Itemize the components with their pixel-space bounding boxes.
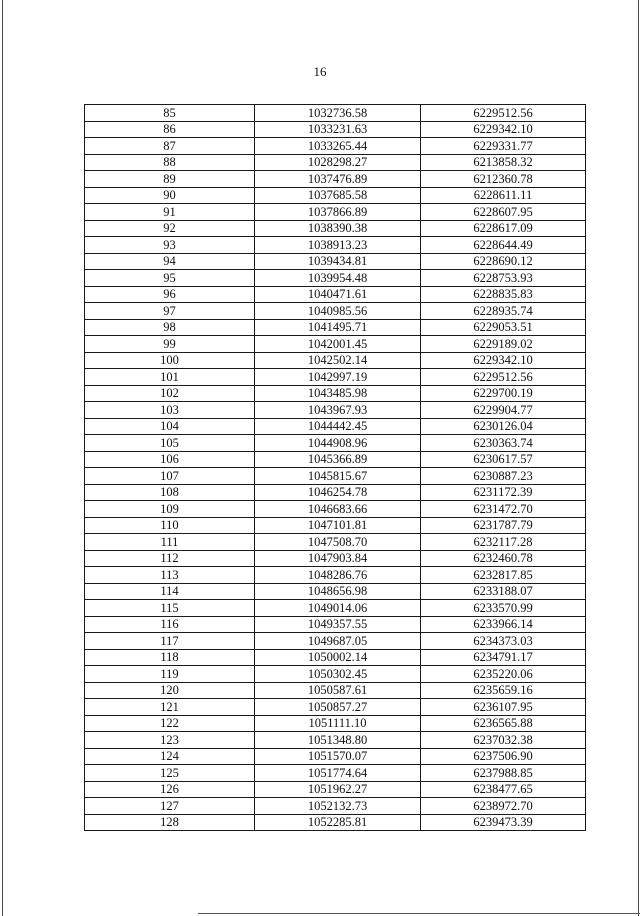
point-number-cell: 108 [85, 484, 255, 501]
point-number-cell: 93 [85, 237, 255, 254]
point-number-cell: 113 [85, 567, 255, 584]
x-coordinate-cell: 1043967.93 [255, 402, 421, 419]
table-row [85, 583, 586, 600]
x-coordinate-cell: 1037866.89 [255, 204, 421, 221]
table-row [85, 154, 586, 171]
point-number-cell: 89 [85, 171, 255, 188]
point-number-cell: 102 [85, 385, 255, 402]
table-row [85, 484, 586, 501]
x-coordinate-cell: 1047903.84 [255, 550, 421, 567]
y-coordinate-cell: 6231787.79 [421, 517, 586, 534]
coordinates-table-body [85, 105, 586, 831]
table-row [85, 385, 586, 402]
table-row [85, 501, 586, 518]
x-coordinate-cell: 1040471.61 [255, 286, 421, 303]
x-coordinate-cell: 1051774.64 [255, 765, 421, 782]
y-coordinate-cell: 6228617.09 [421, 220, 586, 237]
y-coordinate-cell: 6213858.32 [421, 154, 586, 171]
x-coordinate-cell: 1033231.63 [255, 121, 421, 138]
table-row [85, 732, 586, 749]
x-coordinate-cell: 1052285.81 [255, 814, 421, 831]
x-coordinate-cell: 1033265.44 [255, 138, 421, 155]
point-number-cell: 97 [85, 303, 255, 320]
x-coordinate-cell: 1044908.96 [255, 435, 421, 452]
point-number-cell: 92 [85, 220, 255, 237]
page-number: 16 [313, 64, 327, 79]
table-row [85, 781, 586, 798]
y-coordinate-cell: 6232817.85 [421, 567, 586, 584]
y-coordinate-cell: 6237988.85 [421, 765, 586, 782]
x-coordinate-cell: 1049357.55 [255, 616, 421, 633]
point-number-cell: 94 [85, 253, 255, 270]
x-coordinate-cell: 1045366.89 [255, 451, 421, 468]
y-coordinate-cell: 6212360.78 [421, 171, 586, 188]
page-border-bottom [198, 913, 640, 914]
point-number-cell: 121 [85, 699, 255, 716]
table-row [85, 600, 586, 617]
y-coordinate-cell: 6238477.65 [421, 781, 586, 798]
x-coordinate-cell: 1049014.06 [255, 600, 421, 617]
x-coordinate-cell: 1037685.58 [255, 187, 421, 204]
x-coordinate-cell: 1050002.14 [255, 649, 421, 666]
x-coordinate-cell: 1042502.14 [255, 352, 421, 369]
point-number-cell: 128 [85, 814, 255, 831]
table-row [85, 303, 586, 320]
y-coordinate-cell: 6237506.90 [421, 748, 586, 765]
table-row [85, 633, 586, 650]
x-coordinate-cell: 1052132.73 [255, 798, 421, 815]
table-row [85, 253, 586, 270]
table-row [85, 138, 586, 155]
point-number-cell: 96 [85, 286, 255, 303]
x-coordinate-cell: 1050302.45 [255, 666, 421, 683]
x-coordinate-cell: 1050587.61 [255, 682, 421, 699]
table-row [85, 517, 586, 534]
point-number-cell: 110 [85, 517, 255, 534]
point-number-cell: 87 [85, 138, 255, 155]
table-row [85, 319, 586, 336]
table-row [85, 270, 586, 287]
table-row [85, 171, 586, 188]
x-coordinate-cell: 1039434.81 [255, 253, 421, 270]
x-coordinate-cell: 1037476.89 [255, 171, 421, 188]
table-row [85, 567, 586, 584]
table-row [85, 699, 586, 716]
table-row [85, 748, 586, 765]
table-row [85, 814, 586, 831]
y-coordinate-cell: 6234791.17 [421, 649, 586, 666]
point-number-cell: 85 [85, 105, 255, 122]
point-number-cell: 106 [85, 451, 255, 468]
y-coordinate-cell: 6229053.51 [421, 319, 586, 336]
y-coordinate-cell: 6236107.95 [421, 699, 586, 716]
x-coordinate-cell: 1040985.56 [255, 303, 421, 320]
x-coordinate-cell: 1048656.98 [255, 583, 421, 600]
y-coordinate-cell: 6229331.77 [421, 138, 586, 155]
x-coordinate-cell: 1047101.81 [255, 517, 421, 534]
y-coordinate-cell: 6238972.70 [421, 798, 586, 815]
point-number-cell: 118 [85, 649, 255, 666]
table-row [85, 402, 586, 419]
x-coordinate-cell: 1044442.45 [255, 418, 421, 435]
y-coordinate-cell: 6239473.39 [421, 814, 586, 831]
table-row [85, 550, 586, 567]
y-coordinate-cell: 6230617.57 [421, 451, 586, 468]
table-row [85, 237, 586, 254]
y-coordinate-cell: 6230887.23 [421, 468, 586, 485]
y-coordinate-cell: 6236565.88 [421, 715, 586, 732]
y-coordinate-cell: 6228690.12 [421, 253, 586, 270]
point-number-cell: 122 [85, 715, 255, 732]
y-coordinate-cell: 6229342.10 [421, 352, 586, 369]
table-row [85, 666, 586, 683]
x-coordinate-cell: 1048286.76 [255, 567, 421, 584]
point-number-cell: 109 [85, 501, 255, 518]
point-number-cell: 112 [85, 550, 255, 567]
table-row [85, 105, 586, 122]
y-coordinate-cell: 6230363.74 [421, 435, 586, 452]
y-coordinate-cell: 6229512.56 [421, 105, 586, 122]
y-coordinate-cell: 6234373.03 [421, 633, 586, 650]
y-coordinate-cell: 6228835.83 [421, 286, 586, 303]
point-number-cell: 105 [85, 435, 255, 452]
y-coordinate-cell: 6229904.77 [421, 402, 586, 419]
table-row [85, 336, 586, 353]
y-coordinate-cell: 6233570.99 [421, 600, 586, 617]
x-coordinate-cell: 1051962.27 [255, 781, 421, 798]
page-border-left [2, 0, 3, 916]
point-number-cell: 100 [85, 352, 255, 369]
point-number-cell: 115 [85, 600, 255, 617]
point-number-cell: 90 [85, 187, 255, 204]
point-number-cell: 98 [85, 319, 255, 336]
point-number-cell: 119 [85, 666, 255, 683]
x-coordinate-cell: 1032736.58 [255, 105, 421, 122]
point-number-cell: 127 [85, 798, 255, 815]
x-coordinate-cell: 1050857.27 [255, 699, 421, 716]
x-coordinate-cell: 1045815.67 [255, 468, 421, 485]
y-coordinate-cell: 6229189.02 [421, 336, 586, 353]
point-number-cell: 95 [85, 270, 255, 287]
x-coordinate-cell: 1049687.05 [255, 633, 421, 650]
x-coordinate-cell: 1051348.80 [255, 732, 421, 749]
x-coordinate-cell: 1038913.23 [255, 237, 421, 254]
y-coordinate-cell: 6229342.10 [421, 121, 586, 138]
table-row [85, 451, 586, 468]
x-coordinate-cell: 1042001.45 [255, 336, 421, 353]
point-number-cell: 91 [85, 204, 255, 221]
table-row [85, 682, 586, 699]
point-number-cell: 103 [85, 402, 255, 419]
table-row [85, 369, 586, 386]
x-coordinate-cell: 1042997.19 [255, 369, 421, 386]
table-row [85, 765, 586, 782]
y-coordinate-cell: 6231172.39 [421, 484, 586, 501]
x-coordinate-cell: 1046254.78 [255, 484, 421, 501]
page-border-right [638, 0, 639, 916]
table-row [85, 435, 586, 452]
x-coordinate-cell: 1051570.07 [255, 748, 421, 765]
table-row [85, 468, 586, 485]
point-number-cell: 101 [85, 369, 255, 386]
y-coordinate-cell: 6233966.14 [421, 616, 586, 633]
point-number-cell: 104 [85, 418, 255, 435]
x-coordinate-cell: 1047508.70 [255, 534, 421, 551]
table-row [85, 286, 586, 303]
y-coordinate-cell: 6230126.04 [421, 418, 586, 435]
table-row [85, 220, 586, 237]
y-coordinate-cell: 6231472.70 [421, 501, 586, 518]
table-row [85, 187, 586, 204]
x-coordinate-cell: 1039954.48 [255, 270, 421, 287]
y-coordinate-cell: 6228935.74 [421, 303, 586, 320]
y-coordinate-cell: 6237032.38 [421, 732, 586, 749]
point-number-cell: 117 [85, 633, 255, 650]
point-number-cell: 88 [85, 154, 255, 171]
point-number-cell: 126 [85, 781, 255, 798]
table-row [85, 798, 586, 815]
coordinates-table [84, 104, 586, 831]
y-coordinate-cell: 6228753.93 [421, 270, 586, 287]
x-coordinate-cell: 1051111.10 [255, 715, 421, 732]
point-number-cell: 99 [85, 336, 255, 353]
point-number-cell: 111 [85, 534, 255, 551]
x-coordinate-cell: 1028298.27 [255, 154, 421, 171]
point-number-cell: 125 [85, 765, 255, 782]
y-coordinate-cell: 6228607.95 [421, 204, 586, 221]
table-row [85, 121, 586, 138]
y-coordinate-cell: 6232460.78 [421, 550, 586, 567]
y-coordinate-cell: 6235659.16 [421, 682, 586, 699]
table-row [85, 534, 586, 551]
table-row [85, 204, 586, 221]
point-number-cell: 86 [85, 121, 255, 138]
point-number-cell: 107 [85, 468, 255, 485]
table-row [85, 418, 586, 435]
point-number-cell: 124 [85, 748, 255, 765]
table-row [85, 616, 586, 633]
x-coordinate-cell: 1038390.38 [255, 220, 421, 237]
table-row [85, 649, 586, 666]
y-coordinate-cell: 6229700.19 [421, 385, 586, 402]
point-number-cell: 123 [85, 732, 255, 749]
y-coordinate-cell: 6235220.06 [421, 666, 586, 683]
y-coordinate-cell: 6228644.49 [421, 237, 586, 254]
point-number-cell: 116 [85, 616, 255, 633]
table-row [85, 715, 586, 732]
table-row [85, 352, 586, 369]
x-coordinate-cell: 1043485.98 [255, 385, 421, 402]
y-coordinate-cell: 6233188.07 [421, 583, 586, 600]
point-number-cell: 114 [85, 583, 255, 600]
y-coordinate-cell: 6232117.28 [421, 534, 586, 551]
y-coordinate-cell: 6228611.11 [421, 187, 586, 204]
x-coordinate-cell: 1041495.71 [255, 319, 421, 336]
point-number-cell: 120 [85, 682, 255, 699]
y-coordinate-cell: 6229512.56 [421, 369, 586, 386]
x-coordinate-cell: 1046683.66 [255, 501, 421, 518]
